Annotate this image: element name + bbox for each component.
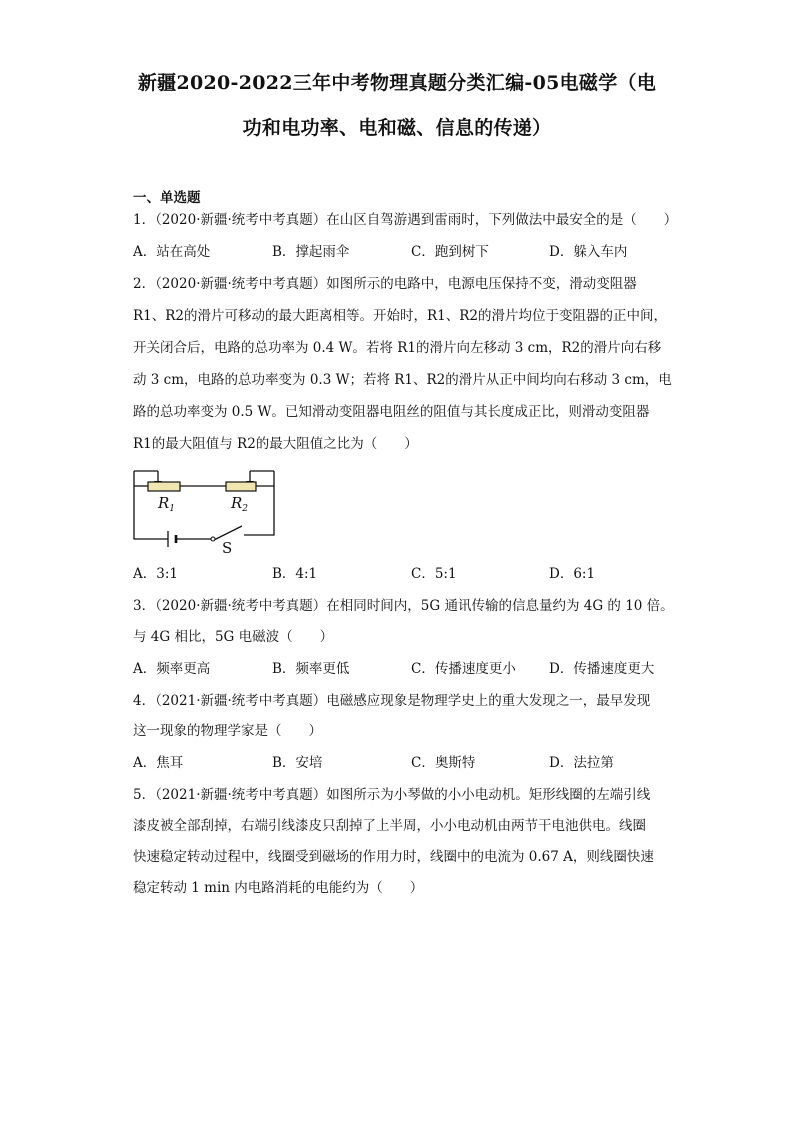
option-a: A．3:1: [133, 566, 178, 582]
question-2-line: 路的总功率变为 0.5 W。已知滑动变阻器电阻丝的阻值与其长度成正比，则滑动变阻器: [133, 404, 650, 420]
option-d: D．传播速度更大: [549, 661, 655, 677]
question-3-options: [133, 659, 693, 679]
option-b: B．频率更低: [272, 661, 350, 677]
question-2-line: 2．（2020·新疆·统考中考真题）如图所示的电路中，电源电压保持不变，滑动变阻器: [133, 276, 637, 292]
question-1-options: [133, 242, 693, 262]
label-r1: $R_1$: [158, 494, 176, 514]
question-2-line: R1、R2的滑片可移动的最大距离相等。开始时，R1、R2的滑片均位于变阻器的正中间，: [133, 308, 668, 324]
question-2-options: [133, 564, 693, 584]
option-a: A．焦耳: [133, 755, 184, 771]
section-heading: 一、单选题: [133, 190, 201, 206]
question-1-text: 1．（2020·新疆·统考中考真题）在山区自驾游遇到雷雨时，下列做法中最安全的是（ ）: [133, 212, 678, 228]
question-4-options: [133, 753, 693, 773]
option-c: C．5:1: [411, 566, 457, 582]
question-2-line: 动 3 cm，电路的总功率变为 0.3 W；若将 R1、R2的滑片从正中间均向右移动 3 cm，电: [133, 372, 672, 388]
option-c: C．传播速度更小: [411, 661, 516, 677]
question-5-line: 漆皮被全部刮掉，右端引线漆皮只刮掉了上半周，小小电动机由两节干电池供电。线圈: [133, 818, 646, 834]
question-5-line: 快速稳定转动过程中，线圈受到磁场的作用力时，线圈中的电流为 0.67 A，则线圈快速: [133, 849, 654, 865]
document-title-line-1: 新疆2020-2022三年中考物理真题分类汇编-05电磁学（电: [137, 72, 657, 94]
label-switch: S: [222, 539, 233, 557]
question-2-line: 开关闭合后，电路的总功率为 0.4 W。若将 R1的滑片向左移动 3 cm，R2的滑片向右移: [133, 340, 662, 356]
question-4-line: 这一现象的物理学家是（ ）: [133, 723, 322, 739]
resistor-r1: [148, 482, 180, 491]
option-b: B．4:1: [272, 566, 318, 582]
question-4-line: 4．（2021·新疆·统考中考真题）电磁感应现象是物理学史上的重大发现之一，最早发现: [133, 693, 651, 709]
option-b: B．安培: [272, 755, 323, 771]
option-d: D．6:1: [549, 566, 596, 582]
option-a: A．频率更高: [133, 661, 211, 677]
resistor-r2: [226, 482, 256, 491]
circuit-diagram: [128, 461, 288, 561]
label-r2: $R_2$: [231, 494, 249, 514]
option-d: D．躲入车内: [549, 244, 628, 260]
question-5-line: 5．（2021·新疆·统考中考真题）如图所示为小琴做的小小电动机。矩形线圈的左端引线: [133, 787, 651, 803]
question-3-line: 3．（2020·新疆·统考中考真题）在相同时间内，5G 通讯传输的信息量约为 4G 的 10 倍。: [133, 598, 674, 614]
option-c: C．跑到树下: [411, 244, 489, 260]
option-b: B．撑起雨伞: [272, 244, 350, 260]
option-d: D．法拉第: [549, 755, 614, 771]
question-5-line: 稳定转动 1 min 内电路消耗的电能约为（ ）: [133, 880, 424, 896]
document-title-line-2: 功和电功率、电和磁、信息的传递）: [242, 117, 552, 139]
option-c: C．奥斯特: [411, 755, 476, 771]
question-3-line: 与 4G 相比，5G 电磁波（ ）: [133, 629, 334, 645]
option-a: A．站在高处: [133, 244, 211, 260]
question-2-line: R1的最大阻值与 R2的最大阻值之比为（ ）: [133, 436, 418, 452]
